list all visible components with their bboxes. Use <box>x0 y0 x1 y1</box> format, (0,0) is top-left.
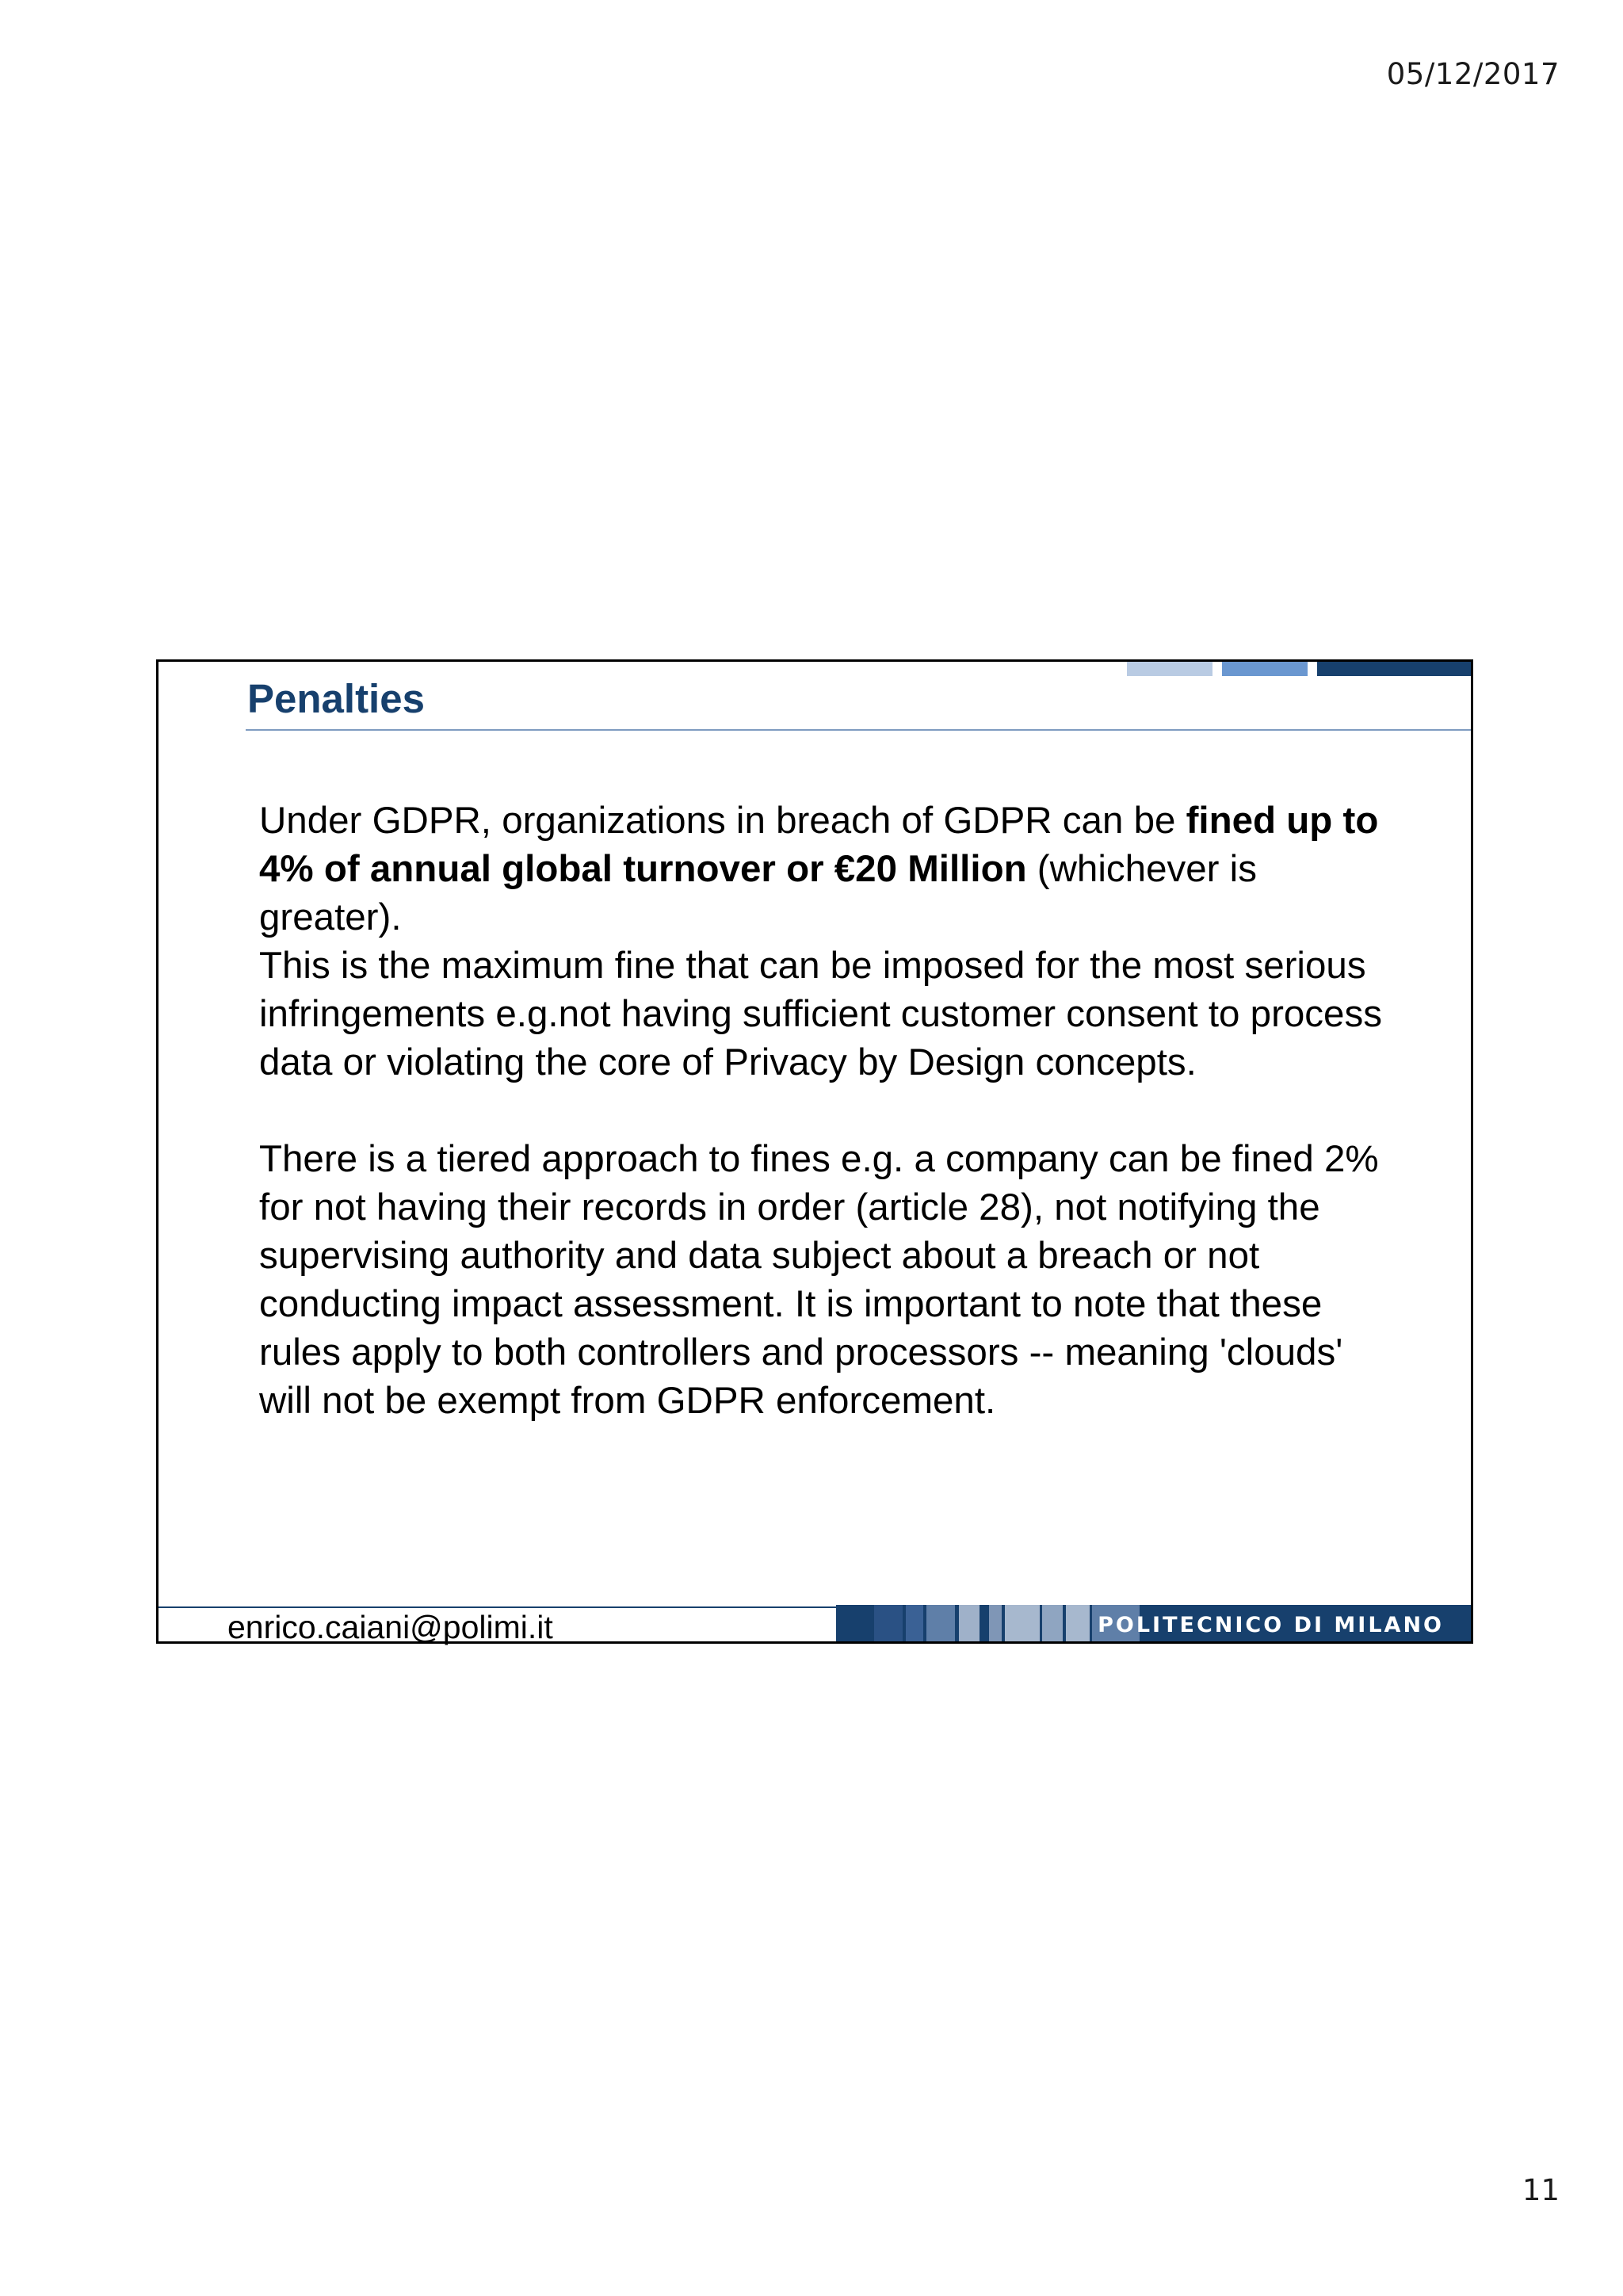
page-date: 05/12/2017 <box>1386 57 1560 91</box>
slide-body <box>259 797 1400 1425</box>
header-decoration <box>1127 662 1471 676</box>
slide-title: Penalties <box>247 676 425 721</box>
paragraph-penalty-intro: Under GDPR, organizations in breach of GDPR can be <box>259 800 1186 842</box>
footer-divider <box>158 1606 836 1608</box>
paragraph-tiered-approach: There is a tiered approach to fines e.g. a company can be fined 2% for not having their records in order (article 28), not notifying the supervising authority and data subject about a breach or not conducting impact assessment. It is important to note that these rules apply to both controllers and processors -- meaning 'clouds' will not be exempt from GDPR enforcement. <box>259 1138 1379 1422</box>
footer-logo-bar <box>836 1605 1471 1641</box>
slide <box>156 659 1473 1644</box>
paragraph-maximum-fine: This is the maximum fine that can be imposed for the most serious infringements e.g.not having sufficient customer consent to process data or violating the core of Privacy by Design concepts. <box>259 945 1382 1083</box>
footer-email: enrico.caiani@polimi.it <box>227 1609 553 1645</box>
title-divider <box>246 729 1471 731</box>
paragraph-penalty-outro: (whichever is greater). <box>259 848 1257 938</box>
politecnico-logo-text: POLITECNICO DI MILANO <box>1098 1613 1444 1637</box>
paragraph-penalty-cap <box>259 797 1400 942</box>
paragraph-spacer <box>259 1087 1400 1135</box>
page-number: 11 <box>1522 2173 1560 2207</box>
paragraph-penalty-highlight: fined up to 4% of annual global turnover or €20 Million <box>259 800 1379 890</box>
